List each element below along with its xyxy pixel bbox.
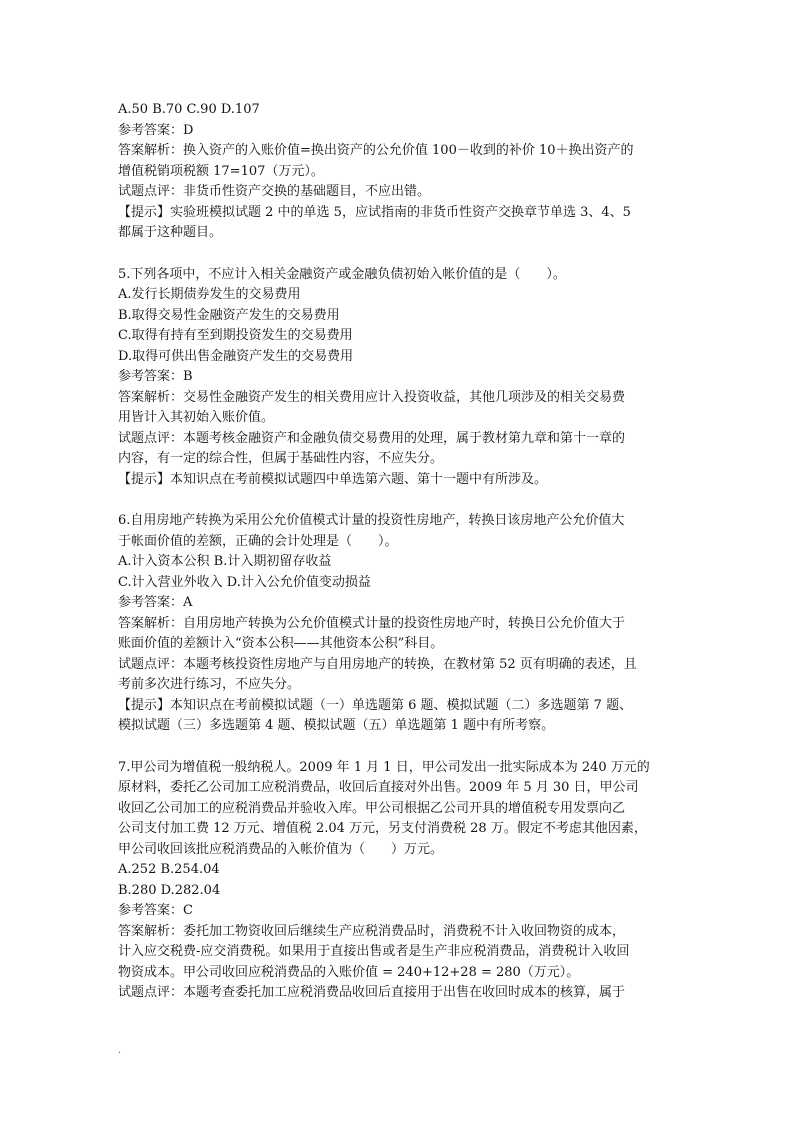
question-4-answer-block xyxy=(118,100,678,244)
hint: 【提示】本知识点在考前模拟试题（一）单选题第 6 题、模拟试题（二）多选题第 7 题、 xyxy=(118,697,633,713)
answer-analysis-cont: 用皆计入其初始入账价值。 xyxy=(118,410,275,425)
hint-cont: 都属于这种题目。 xyxy=(118,225,223,240)
answer-analysis: 答案解析：委托加工物资收回后继续生产应税消费品时，消费税不计入收回物资的成本， xyxy=(118,923,626,939)
question-comment: 试题点评：本题考核金融资产和金融负债交易费用的处理，属于教材第九章和第十一章的 xyxy=(118,430,626,446)
hint: 【提示】实验班模拟试题 2 中的单选 5，应试指南的非货币性资产交换章节单选 3、4、5 xyxy=(118,204,631,220)
question-6-block xyxy=(118,511,678,737)
options-cd: B.280 D.282.04 xyxy=(118,882,221,898)
footer-mark: . xyxy=(118,1045,122,1056)
question-stem: 6.自用房地产转换为采用公允价值模式计量的投资性房地产，转换日该房地产公允价值大 xyxy=(118,513,625,528)
option-a: A.发行长期债券发生的交易费用 xyxy=(118,287,301,302)
document-page xyxy=(118,100,678,1004)
reference-answer: 参考答案：D xyxy=(118,122,194,138)
question-stem-cont: 于帐面价值的差额，正确的会计处理是（ ）。 xyxy=(118,533,398,549)
options-line: A.50 B.70 C.90 D.107 xyxy=(118,102,260,117)
question-stem-cont: 甲公司收回该批应税消费品的入帐价值为（ ）万元。 xyxy=(118,841,444,857)
option-b: B.取得交易性金融资产发生的交易费用 xyxy=(118,307,340,323)
option-d: D.取得可供出售金融资产发生的交易费用 xyxy=(118,348,354,364)
answer-analysis-cont: 计入应交税费-应交消费税。如果用于直接出售或者是生产非应税消费品，消费税计入收回 xyxy=(118,944,630,959)
question-stem-cont: 原材料，委托乙公司加工应税消费品，收回后直接对外出售。2009 年 5 月 30 日，甲公司 xyxy=(118,780,639,795)
hint-cont: 模拟试题（三）多选题第 4 题、模拟试题（五）单选题第 1 题中有所考察。 xyxy=(118,718,555,733)
options-ab: A.计入资本公积 B.计入期初留存收益 xyxy=(118,554,332,569)
option-c: C.取得有持有至到期投资发生的交易费用 xyxy=(118,328,353,343)
answer-analysis-cont: 账面价值的差额计入“资本公积——其他资本公积”科目。 xyxy=(118,636,444,651)
answer-analysis-cont: 物资成本。甲公司收回应税消费品的入账价值 = 240+12+28 = 280（万元）。 xyxy=(118,964,580,980)
question-7-block xyxy=(118,758,678,1004)
reference-answer: 参考答案：A xyxy=(118,595,193,610)
answer-analysis: 答案解析：自用房地产转换为公允价值模式计量的投资性房地产时，转换日公允价值大于 xyxy=(118,615,626,631)
answer-analysis-cont: 增值税销项税额 17=107（万元）。 xyxy=(118,163,324,179)
answer-analysis: 答案解析：换入资产的入账价值=换出资产的公允价值 100－收到的补价 10＋换出资产的 xyxy=(118,143,634,158)
options-cd: C.计入营业外收入 D.计入公允价值变动损益 xyxy=(118,574,371,590)
question-comment: 试题点评：本题考查委托加工应税消费品收回后直接用于出售在收回时成本的核算，属于 xyxy=(118,985,626,1000)
reference-answer: 参考答案：C xyxy=(118,903,193,918)
question-stem-cont: 公司支付加工费 12 万元、增值税 2.04 万元，另支付消费税 28 万。假定不考虑其他因素， xyxy=(118,821,647,836)
question-comment-cont: 考前多次进行练习，不应失分。 xyxy=(118,677,301,692)
question-stem: 5.下列各项中，不应计入相关金融资产或金融负债初始入帐价值的是（ ）。 xyxy=(118,266,566,282)
options-ab: A.252 B.254.04 xyxy=(118,862,220,877)
question-comment: 试题点评：本题考核投资性房地产与自用房地产的转换，在教材第 52 页有明确的表述，且 xyxy=(118,656,637,672)
question-stem: 7.甲公司为增值税一般纳税人。2009 年 1 月 1 日，甲公司发出一批实际成本为 240 万元的 xyxy=(118,759,650,775)
hint: 【提示】本知识点在考前模拟试题四中单选第六题、第十一题中有所涉及。 xyxy=(118,471,548,487)
reference-answer: 参考答案：B xyxy=(118,369,193,384)
answer-analysis: 答案解析：交易性金融资产发生的相关费用应计入投资收益，其他几项涉及的相关交易费 xyxy=(118,389,626,405)
question-comment: 试题点评：非货币性资产交换的基础题目，不应出错。 xyxy=(118,184,431,199)
question-stem-cont: 收回乙公司加工的应税消费品并验收入库。甲公司根据乙公司开具的增值税专用发票向乙 xyxy=(118,800,626,816)
question-comment-cont: 内容，有一定的综合性，但属于基础性内容，不应失分。 xyxy=(118,451,444,466)
question-5-block xyxy=(118,265,678,491)
